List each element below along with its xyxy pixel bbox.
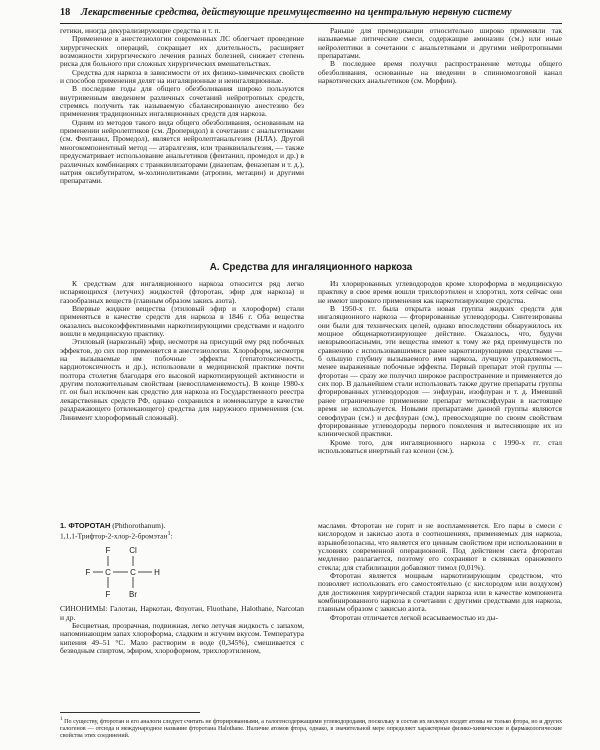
atom-br: Br xyxy=(129,590,137,600)
paragraph: Впервые жидкие вещества (этиловый эфир и хлороформ) стали применяться в качестве средств для наркоза в 1846 г. Оба вещества оказались высокоэффективными наркотизирующими средствами и надолго вошли в медицинскую практику. xyxy=(60,304,304,339)
atom-c2: C xyxy=(130,568,136,578)
chemical-name: 1,1,1-Трифтор-2-хлор-2-бромэтан xyxy=(60,531,168,541)
description: Бесцветная, прозрачная, подвижная, легко летучая жидкость с запахом, напоминающим запах хлороформа, сладким и жгучим вкусом. Температура кипения 49–51 °С. Мало растворим в воде (0,345%), смешивается с безводным спиртом, эфиром, хлороформом, трихлорэтиленом, xyxy=(60,620,304,655)
atom-h: H xyxy=(154,568,160,578)
running-title: Лекарственные средства, действующие преимущественно на центральную нервную систему xyxy=(80,7,512,18)
atom-cl: Cl xyxy=(129,546,137,556)
paragraph: Фторотан является мощным наркотизирующим средством, что позволяет использовать его самостоятельно (с кислородом или воздухом) для достижения хирургической стадии наркоза или в качестве компонента комбинированного наркоза в сочетании с другими средствами для наркоза, главным образом с закисью азота. xyxy=(318,571,562,614)
paragraph: Одним из методов такого вида общего обезболивания, основанным на применении нейролептиков (см. Дроперидол) в сочетании с анальгетиками (см. Фентанил, Промедол), является нейролептанальгезия (НЛА). Другой многокомпонентный метод — атаралгезия, или транквилальгезия, — также предусматривает использование анальгетиков (фентанил, промедол и др.) в различных комбинациях с транквилизаторами (диазепам, феназепам и т. д.), натрия оксибутиратом, м-холинолитиками (атропин, метацин) и другими препаратами. xyxy=(60,117,304,186)
paragraph: Применение в анестезиологии современных ЛС облегчает проведение хирургических операций, сокращает их длительность, расширяет возможности хирургического лечения разных болезней, снижает степень риска для больного при сложных хирургических вмешательствах. xyxy=(60,34,304,69)
bonds xyxy=(93,556,152,588)
section-title: А. Средства для ингаляционного наркоза xyxy=(209,262,413,273)
paragraph: гетики, иногда декурализирующие средства и т. п. xyxy=(60,26,221,35)
running-header xyxy=(60,7,560,21)
paragraph: Средства для наркоза в зависимости от их физико-химических свойств и способов применения делят на ингаляционные и неингаляционные. xyxy=(60,67,304,86)
footnote-marker: 1 xyxy=(60,717,63,722)
atom-c1: C xyxy=(105,568,111,578)
chemical-name-line: 1,1,1-Трифтор-2-хлор-2-бромэтан$^1$: xyxy=(60,530,173,541)
structural-formula xyxy=(78,543,198,601)
middle-right-column xyxy=(318,280,562,455)
paragraph: Фторотан отличается легкой всасываемостью из ды- xyxy=(330,612,498,622)
paragraph: В 1950-х гг. была открыта новая группа жидких средств для ингаляционного наркоза — фторированные углеводороды. Синтезированы они были для технических целей, однако впоследствии обнаружилось их мощное общенаркотизирующее действие. Оказалось, что, будучи невзрывоопасными, эти вещества имеют к тому же ряд преимуществ по сравнению с использовавшимися ранее наркотизирующими средствами — б ольшую глубину вызываемого ими наркоза, лучшую управляемость, менее выраженные побочные эффекты. Первый препарат этой группы — фторотан — сразу же получил широкое распространение и применяется до сих пор. В дальнейшем стали использовать также другие препараты группы фторированных углеводородов — энфлуран, изофлуран и т. д. Имевший ранее ограниченное применение препарат метоксифлуран в настоящее время не используется. Новыми препаратами данной группы являются севофлуран (см.) и десфлуран (см.), превосходящие по своим свойствам фторированные углеводороды первого поколения и вытесняющие их из клинической практики. xyxy=(318,304,562,439)
monograph-right-column xyxy=(318,522,562,622)
paragraph: Раньше для премедикации относительно широко применяли так называемые литические смеси, содержащие аминазин (см.) или иные нейролептики в сочетании с анальгетиками и другими нейротропными препаратами. xyxy=(318,26,562,61)
atom-f-left: F xyxy=(85,568,91,578)
page-number: 18 xyxy=(60,7,71,18)
paragraph: маслами. Фторотан не горит и не воспламеняется. Его пары в смеси с кислородом и закисью азота в соотношениях, применяемых для наркоза, взрывобезопасны, что является его ценным свойством при использовании в условиях современной операционной. Под действием света фторотан медленно разлагается, поэтому его сохраняют в склянках оранжевого стекла; для стабилизации добавляют тимол (0,01%). xyxy=(318,521,562,572)
paragraph: В последние годы для общего обезболивания широко пользуются внутривенным введением различных сочетаний нейротропных средств, стремясь получить так называемую сбалансированную анестезию без применения традиционных ингаляционных средств для наркоза. xyxy=(60,84,304,119)
monograph-left-column xyxy=(60,522,304,655)
paragraph: Кроме того, для ингаляционного наркоза с 1990-х гг. стал использоваться инертный газ ксенон (см.). xyxy=(318,437,562,455)
monograph-latin-name: (Phthorothanum). xyxy=(112,521,166,530)
header-rule xyxy=(60,23,562,24)
middle-left-column xyxy=(60,280,304,422)
top-right-column xyxy=(318,27,562,85)
paragraph: К средствам для ингаляционного наркоза относится ряд легко испаряющихся (летучих) жидкостей (фторотан, эфир для наркоза) и газообразных веществ (главным образом закись азота). xyxy=(60,279,304,305)
footnote-rule xyxy=(60,712,200,713)
synonyms: СИНОНИМЫ: Галотан, Наркотан, Флуотан, Fluothane, Halothane, Narcotan и др. xyxy=(60,604,304,622)
monograph-title: 1. ФТОРОТАН xyxy=(60,521,111,530)
atom-f-top: F xyxy=(105,546,111,556)
top-left-column xyxy=(60,27,304,186)
paragraph: В последнее время получил распространение методы общего обезболивания, основанные на введении в спинномозговой канал наркотических анальгетиков (см. Морфин). xyxy=(318,59,562,86)
paragraph: Этиловый (наркозный) эфир, несмотря на присущий ему ряд побочных эффектов, до сих пор применяется в анестезиологии. Хлороформ, несмотря на вызываемые им побочные эффекты (гепатотоксичность, кардиотоксичность и др.), использовали в медицинской практике почти полтора столетия благодаря его высокой наркотизирующей активности и другим положительным свойствам (невоспламеняемость). В конце 1980-х гг. он был исключен как средство для наркоза из Государственного реестра лекарственных средств РФ, однако сохранился в номенклатуре в качестве раздражающего (отвлекающего) средства для наружного применения (см. Линимент хлороформный сложный). xyxy=(60,337,304,422)
footnote-text: По существу, фторотан и его аналоги следует считать не фторированными, а галогенсодержащими углеводородами, поскольку в состав их молекул входят атомы не только фтора, но и других галогенов — отсюда и международное название фторотана Halothane. Наличие атомов фтора, однако, в значительной мере определяет характерные физико-химические и фармакологические свойства этих соединений. xyxy=(60,719,562,740)
footnote-ref: 1 xyxy=(167,530,171,538)
paragraph: Из хлорированных углеводородов кроме хлороформа в медицинскую практику в свое время вошли трихлорэтилен и хлорэтил, хотя сейчас они не имеют широкого применения как наркотизирующие средства. xyxy=(318,279,562,305)
atom-f-bottom: F xyxy=(105,590,111,600)
footnote xyxy=(60,716,562,740)
monograph-heading xyxy=(60,522,304,530)
